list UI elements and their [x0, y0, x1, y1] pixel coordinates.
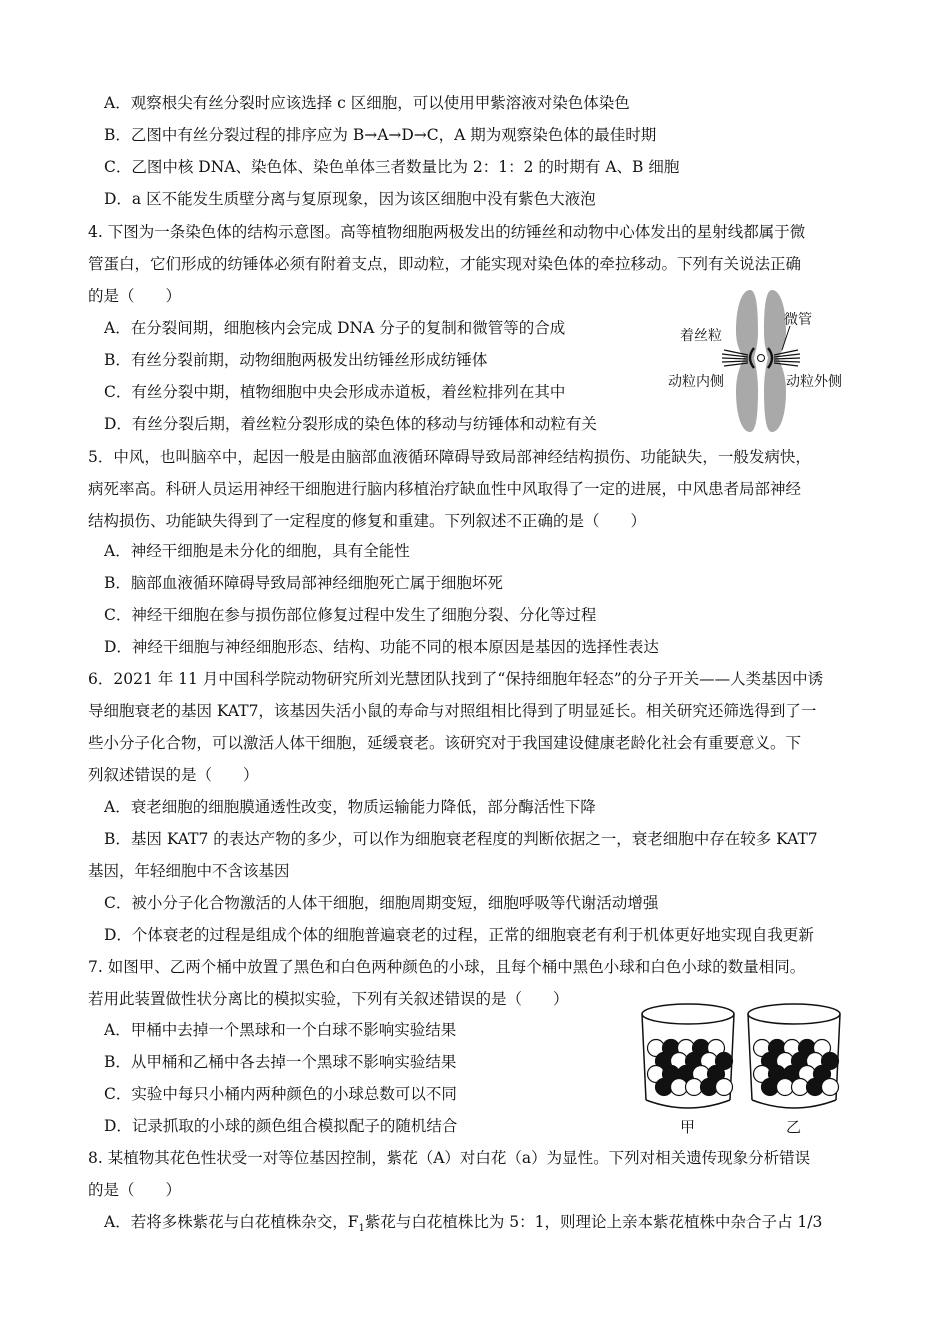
q8-stem-line-2: 的是（ ） — [88, 1181, 182, 1199]
q6-option-a: A．衰老细胞的细胞膜通透性改变，物质运输能力降低，部分酶活性下降 — [104, 798, 596, 816]
centromere-point — [758, 355, 765, 362]
q3-option-c: C．乙图中核 DNA、染色体、染色单体三者数量比为 2：1：2 的时期有 A、B 细胞 — [104, 158, 680, 176]
q4-option-c: C．有丝分裂中期，植物细胞中央会形成赤道板，着丝粒排列在其中 — [104, 383, 566, 401]
q5-option-b: B．脑部血液循环障碍导致局部神经细胞死亡属于细胞坏死 — [104, 574, 503, 592]
q6-stem-line-4: 列叙述错误的是（ ） — [88, 766, 259, 784]
q5-option-d: D．神经干细胞与神经细胞形态、结构、功能不同的根本原因是基因的选择性表达 — [104, 638, 659, 656]
white-ball — [716, 1079, 733, 1096]
q7-option-b: B．从甲桶和乙桶中各去掉一个黑球不影响实验结果 — [104, 1053, 457, 1071]
q5-option-c: C．神经干细胞在参与损伤部位修复过程中发生了细胞分裂、分化等过程 — [104, 606, 597, 624]
q6-option-d: D．个体衰老的过程是组成个体的细胞普遍衰老的过程，正常的细胞衰老有利于机体更好地实现自我更新 — [104, 926, 814, 944]
q7-option-a: A．甲桶中去掉一个黑球和一个白球不影响实验结果 — [104, 1021, 457, 1039]
q5-stem-line-1: 5．中风，也叫脑卒中，起因一般是由脑部血液循环障碍导致局部神经结构损伤、功能缺失，一般发病快， — [88, 448, 811, 466]
q8-option-a-text-1: A．若将多株紫花与白花植株杂交，F — [104, 1213, 359, 1231]
buckets-figure — [636, 998, 846, 1138]
chromosome-figure — [662, 286, 862, 436]
q4-stem-line-3: 的是（ ） — [88, 287, 182, 305]
q4-stem-line-2: 管蛋白，它们形成的纺锤体必须有附着支点，即动粒，才能实现对染色体的牵拉移动。下列有关说法正确 — [88, 255, 802, 273]
q8-option-a — [104, 1212, 823, 1235]
q7-stem-line-1: 7. 如图甲、乙两个桶中放置了黑色和白色两种颜色的小球，且每个桶中黑色小球和白色小球的数量相同。 — [88, 958, 806, 976]
q6-option-b-continued: 基因，年轻细胞中不含该基因 — [88, 862, 290, 880]
q7-stem-line-2: 若用此装置做性状分离比的模拟实验，下列有关叙述错误的是（ ） — [88, 990, 569, 1008]
q3-option-a: A．观察根尖有丝分裂时应该选择 c 区细胞，可以使用甲紫溶液对染色体染色 — [104, 94, 630, 112]
q5-stem-line-2: 病死率高。科研人员运用神经干细胞进行脑内移植治疗缺血性中风取得了一定的进展，中风患者局部神经 — [88, 480, 802, 498]
q8-stem-line-1: 8. 某植物其花色性状受一对等位基因控制，紫花（A）对白花（a）为显性。下列对相关遗传现象分析错误 — [88, 1149, 811, 1167]
white-ball — [822, 1079, 839, 1096]
q3-option-d: D．a 区不能发生质壁分离与复原现象，因为该区细胞中没有紫色大液泡 — [104, 190, 596, 208]
label-kinetochore-inner: 动粒内侧 — [668, 374, 724, 390]
q3-option-b: B．乙图中有丝分裂过程的排序应为 B→A→D→C，A 期为观察染色体的最佳时期 — [104, 126, 657, 144]
q5-option-a: A．神经干细胞是未分化的细胞，具有全能性 — [104, 542, 410, 560]
q6-option-b: B．基因 KAT7 的表达产物的多少，可以作为细胞衰老程度的判断依据之一，衰老细胞中存在较多 KAT7 — [104, 830, 818, 848]
label-bucket-left: 甲 — [680, 1118, 696, 1136]
q6-stem-line-2: 导细胞衰老的基因 KAT7，该基因失活小鼠的寿命与对照组相比得到了明显延长。相关研究还筛选得到了一 — [88, 702, 817, 720]
bucket-left — [642, 1004, 734, 1108]
label-kinetochore-outer: 动粒外侧 — [786, 374, 842, 390]
q4-option-b: B．有丝分裂前期，动物细胞两极发出纺锤丝形成纺锤体 — [104, 351, 488, 369]
q8-option-a-subscript: 1 — [358, 1223, 365, 1235]
q6-option-c: C．被小分子化合物激活的人体干细胞，细胞周期变短，细胞呼吸等代谢活动增强 — [104, 894, 659, 912]
q6-stem-line-3: 些小分子化合物，可以激活人体干细胞，延缓衰老。该研究对于我国建设健康老龄化社会有重要意义。下 — [88, 734, 802, 752]
bucket-right — [748, 1004, 840, 1108]
q8-option-a-text-2: 紫花与白花植株比为 5：1，则理论上亲本紫花植株中杂合子占 1/3 — [364, 1213, 823, 1231]
q4-option-d: D．有丝分裂后期，着丝粒分裂形成的染色体的移动与纺锤体和动粒有关 — [104, 415, 597, 433]
label-bucket-right: 乙 — [786, 1118, 802, 1136]
q4-option-a: A．在分裂间期，细胞核内会完成 DNA 分子的复制和微管等的合成 — [104, 319, 566, 337]
label-centromere: 着丝粒 — [680, 328, 722, 344]
q7-option-c: C．实验中每只小桶内两种颜色的小球总数可以不同 — [104, 1085, 457, 1103]
q5-stem-line-3: 结构损伤、功能缺失得到了一定程度的修复和重建。下列叙述不正确的是（ ） — [88, 512, 647, 530]
label-microtubule: 微管 — [784, 312, 812, 328]
q4-stem-line-1: 4. 下图为一条染色体的结构示意图。高等植物细胞两极发出的纺锤丝和动物中心体发出的星射线都属于微 — [88, 223, 806, 241]
q6-stem-line-1: 6．2021 年 11 月中国科学院动物研究所刘光慧团队找到了“保持细胞年轻态”的分子开关——人类基因中诱 — [88, 670, 824, 688]
q7-option-d: D．记录抓取的小球的颜色组合模拟配子的随机结合 — [104, 1117, 458, 1135]
